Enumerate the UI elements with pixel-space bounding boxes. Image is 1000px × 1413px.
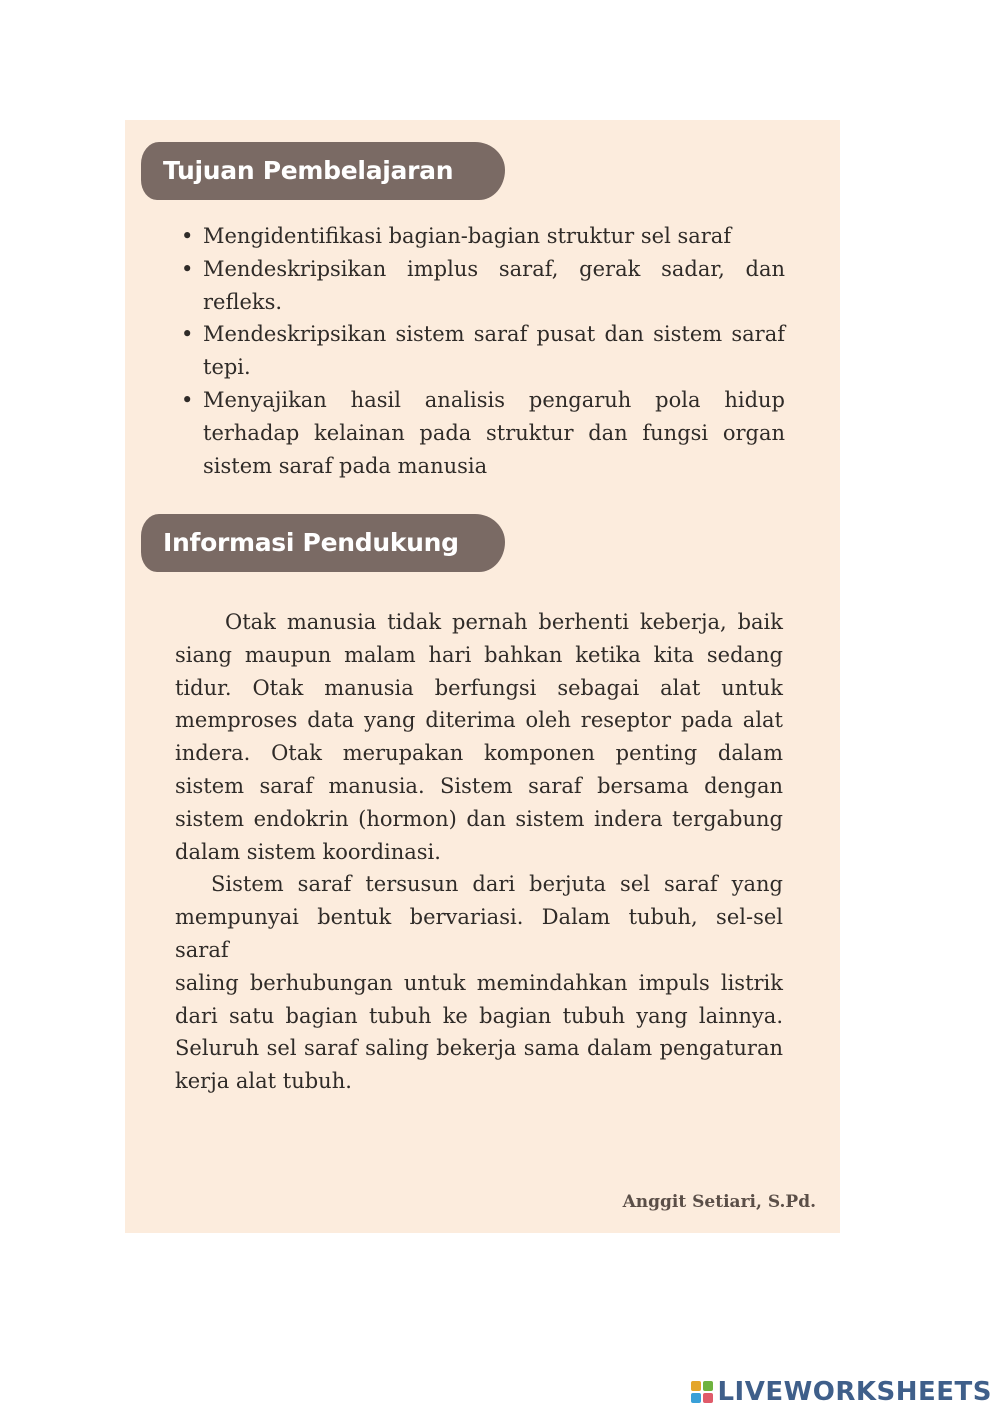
list-item: • Mengidentifikasi bagian-bagian struktur sel saraf <box>177 220 785 253</box>
list-item: • Menyajikan hasil analisis pengaruh pola hidup terhadap kelainan pada struktur dan fungsi organ sistem saraf pada manusia <box>177 384 785 482</box>
learning-goals-list <box>177 220 785 482</box>
liveworksheets-logo-icon <box>691 1381 713 1403</box>
liveworksheets-brand <box>691 1377 992 1407</box>
logo-square <box>703 1393 713 1403</box>
learning-goals-heading: Tujuan Pembelajaran <box>141 142 505 200</box>
logo-square <box>691 1381 701 1391</box>
worksheet-panel <box>125 120 840 1233</box>
paragraph: Otak manusia tidak pernah berhenti keberja, baik siang maupun malam hari bahkan ketika kita sedang tidur. Otak manusia berfungsi sebagai alat untuk memproses data yang diterima oleh reseptor pada alat indera. Otak merupakan komponen penting dalam sistem saraf manusia. Sistem saraf bersama dengan sistem endokrin (hormon) dan sistem indera tergabung dalam sistem koordinasi. <box>175 610 783 864</box>
supporting-info-text <box>175 606 783 1098</box>
list-item: • Mendeskripsikan sistem saraf pusat dan sistem saraf tepi. <box>177 318 785 384</box>
list-item: • Mendeskripsikan implus saraf, gerak sadar, dan refleks. <box>177 253 785 319</box>
author-credit: Anggit Setiari, S.Pd. <box>622 1192 816 1212</box>
logo-square <box>703 1381 713 1391</box>
supporting-info-heading: Informasi Pendukung <box>141 514 505 572</box>
brand-name: LIVEWORKSHEETS <box>717 1377 992 1407</box>
paragraph: Sistem saraf tersusun dari berjuta sel saraf yang mempunyai bentuk bervariasi. Dalam tubuh, sel-sel saraf <box>175 872 783 962</box>
logo-square <box>691 1393 701 1403</box>
paragraph: saling berhubungan untuk memindahkan impuls listrik dari satu bagian tubuh ke bagian tubuh yang lainnya. Seluruh sel saraf saling bekerja sama dalam pengaturan kerja alat tubuh. <box>175 970 783 1094</box>
